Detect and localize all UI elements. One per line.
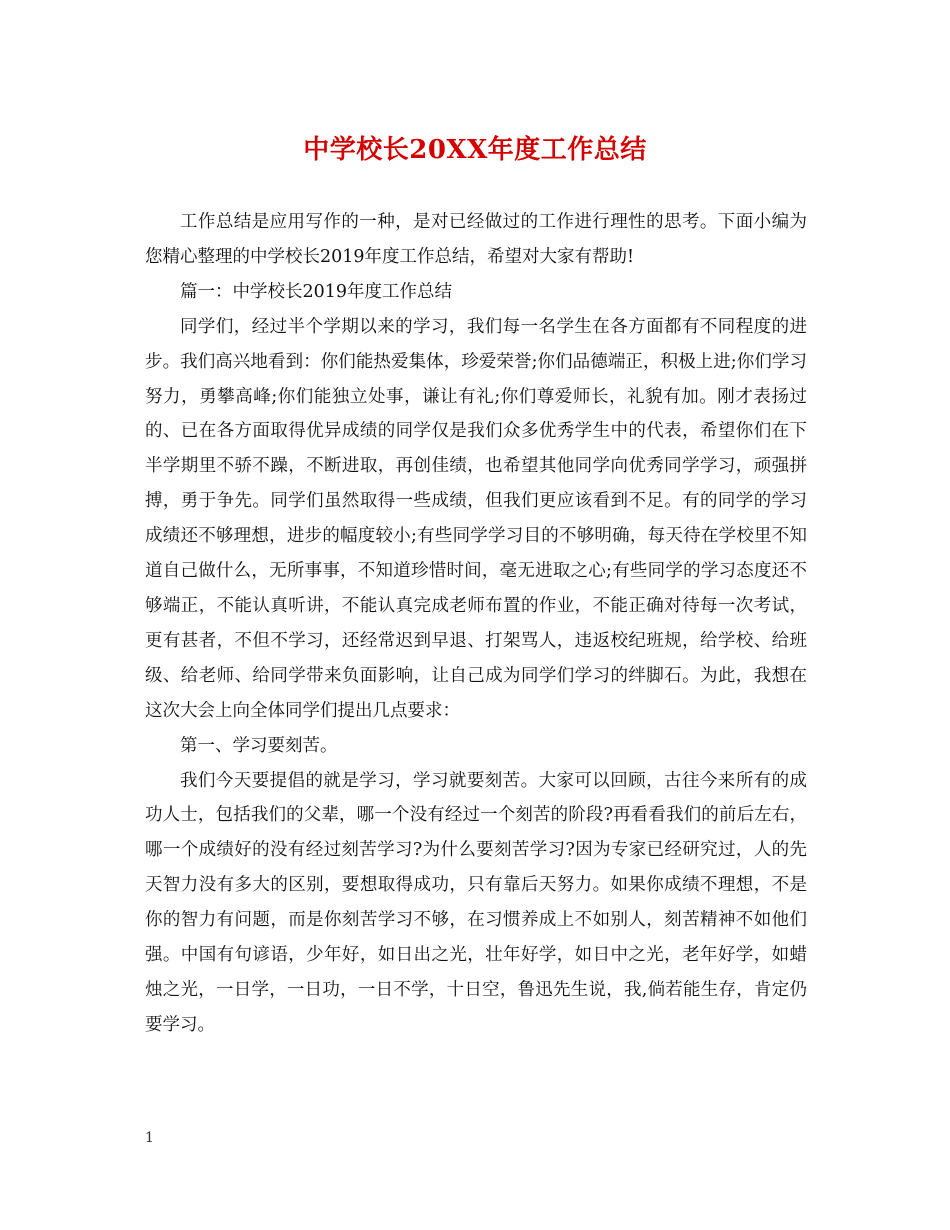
subheading-paragraph: 第一、学习要刻苦。 — [180, 735, 338, 756]
page-number: 1 — [145, 1130, 154, 1146]
body-paragraph: 同学们，经过半个学期以来的学习，我们每一名学生在各方面都有不同程度的进步。我们高兴地看到：你们能热爱集体，珍爱荣誉;你们品德端正，积极上进;你们学习努力，勇攀高峰;你们能独立处事，谦让有礼;你们尊爱师长，礼貌有加。刚才表扬过的、已在各方面取得优异成绩的同学仅是我们众多优秀学生中的代表，希望你们在下半学期里不骄不躁，不断进取，再创佳绩，也希望其他同学向优秀同学学习，顽强拼搏，勇于争先。同学们虽然取得一些成绩，但我们更应该看到不足。有的同学的学习成绩还不够理想，进步的幅度较小;有些同学学习目的不够明确，每天待在学校里不知道自己做什么，无所事事，不知道珍惜时间，毫无进取之心;有些同学的学习态度还不够端正，不能认真听讲，不能认真完成老师布置的作业，不能正确对待每一次考试，更有甚者，不但不学习，还经常迟到早退、打架骂人，违返校纪班规，给学校、给班级、给老师、给同学带来负面影响，让自己成为同学们学习的绊脚石。为此，我想在这次大会上向全体同学们提出几点要求： — [145, 316, 807, 721]
document-body — [145, 205, 807, 1043]
body-paragraph: 我们今天要提倡的就是学习，学习就要刻苦。大家可以回顾，古往今来所有的成功人士，包括我们的父辈，哪一个没有经过一个刻苦的阶段?再看看我们的前后左右，哪一个成绩好的没有经过刻苦学习?为什么要刻苦学习?因为专家已经研究过，人的先天智力没有多大的区别，要想取得成功，只有靠后天努力。如果你成绩不理想，不是你的智力有问题，而是你刻苦学习不够，在习惯养成上不如别人，刻苦精神不如他们强。中国有句谚语，少年好，如日出之光，壮年好学，如日中之光，老年好学，如蜡烛之光，一日学，一日功，一日不学，十日空，鲁迅先生说，我,倘若能生存，肯定仍要学习。 — [145, 770, 807, 1035]
document-title: 中学校长20XX年度工作总结 — [303, 135, 647, 165]
section-heading: 篇一：中学校长2019年度工作总结 — [180, 281, 453, 302]
intro-paragraph: 工作总结是应用写作的一种，是对已经做过的工作进行理性的思考。下面小编为您精心整理的中学校长2019年度工作总结，希望对大家有帮助! — [145, 212, 807, 267]
